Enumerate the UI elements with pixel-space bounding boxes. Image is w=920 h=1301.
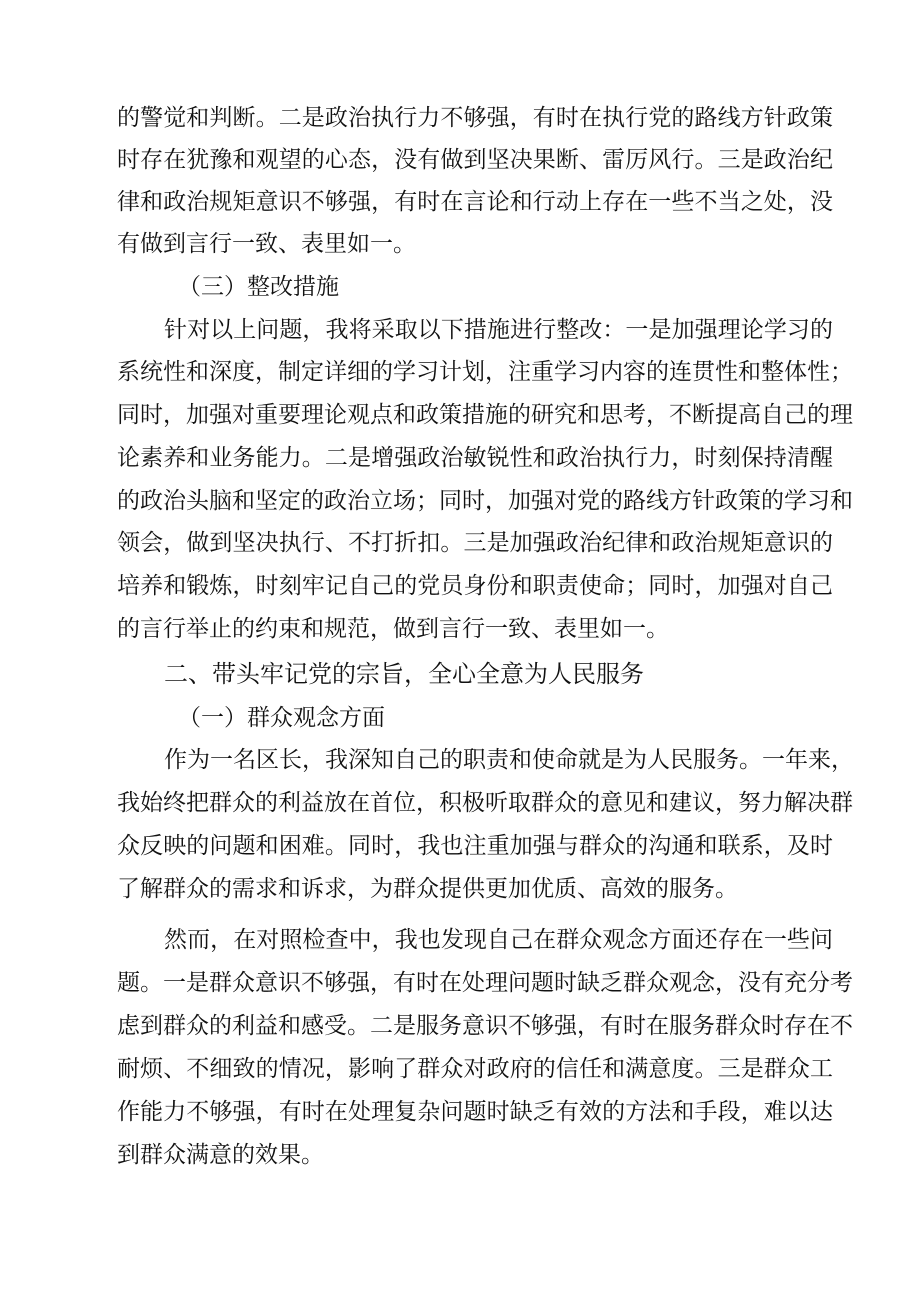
paragraph-line: 虑到群众的利益和感受。二是服务意识不够强，有时在服务群众时存在不 [117,1013,853,1039]
paragraph-line: 作为一名区长，我深知自己的职责和使命就是为人民服务。一年来， [164,747,854,773]
paragraph-line: 针对以上问题，我将采取以下措施进行整改：一是加强理论学习的 [164,317,833,343]
paragraph-line: 众反映的问题和困难。同时，我也注重加强与群众的沟通和联系，及时 [117,833,833,859]
paragraph-line: 的言行举止的约束和规范，做到言行一致、表里如一。 [117,616,669,642]
paragraph-line: 论素养和业务能力。二是增强政治敏锐性和政治执行力，时刻保持清醒 [117,445,833,471]
paragraph-line: 有做到言行一致、表里如一。 [117,231,416,257]
paragraph-line: 作能力不够强，有时在处理复杂问题时缺乏有效的方法和手段，难以达 [117,1099,833,1125]
paragraph-line: 领会，做到坚决执行、不打折扣。三是加强政治纪律和政治规矩意识的 [117,530,833,556]
paragraph-line: 时存在犹豫和观望的心态，没有做到坚决果断、雷厉风行。三是政治纪 [117,147,833,173]
paragraph-line: 的警觉和判断。二是政治执行力不够强，有时在执行党的路线方针政策 [117,105,833,131]
paragraph-line: 然而，在对照检查中，我也发现自己在群众观念方面还存在一些问 [164,927,833,953]
paragraph-line: 的政治头脑和坚定的政治立场；同时，加强对党的路线方针政策的学习和 [117,488,853,514]
paragraph-line: 同时，加强对重要理论观点和政策措施的研究和思考，不断提高自己的理 [117,402,853,428]
section-heading: 二、带头牢记党的宗旨，全心全意为人民服务 [164,660,644,688]
paragraph-line: 题。一是群众意识不够强，有时在处理问题时缺乏群众观念，没有充分考 [117,970,853,996]
subsection-heading: （一）群众观念方面 [178,705,385,731]
paragraph-line: 律和政治规矩意识不够强，有时在言论和行动上存在一些不当之处，没 [117,189,833,215]
paragraph-line: 了解群众的需求和诉求，为群众提供更加优质、高效的服务。 [117,876,738,902]
paragraph-line: 到群众满意的效果。 [117,1142,324,1168]
paragraph-line: 系统性和深度，制定详细的学习计划，注重学习内容的连贯性和整体性； [117,359,853,385]
subsection-heading: （三）整改措施 [178,274,339,300]
paragraph-line: 培养和锻炼，时刻牢记自己的党员身份和职责使命；同时，加强对自己 [117,573,833,599]
paragraph-line: 耐烦、不细致的情况，影响了群众对政府的信任和满意度。三是群众工 [117,1056,833,1082]
paragraph-line: 我始终把群众的利益放在首位，积极听取群众的意见和建议，努力解决群 [117,790,853,816]
